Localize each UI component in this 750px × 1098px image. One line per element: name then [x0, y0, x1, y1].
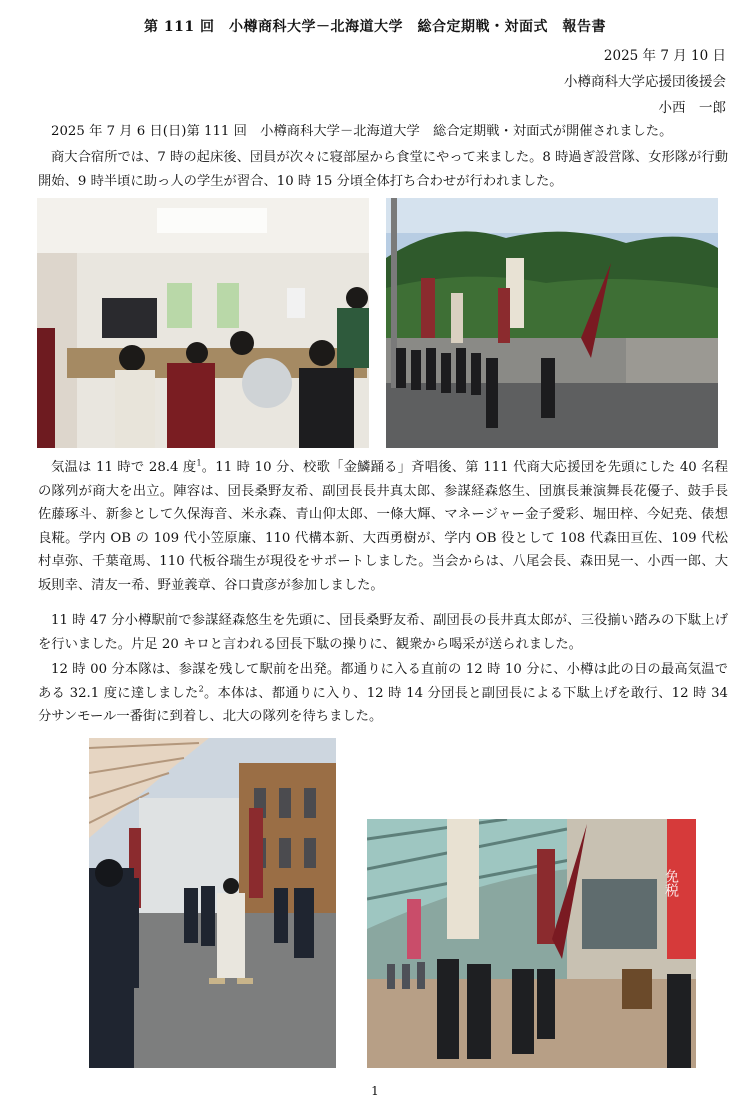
paragraph-departure — [38, 456, 728, 597]
photo-dining-room — [37, 198, 369, 448]
paragraph-morning: 商大合宿所では、7 時の起床後、団員が次々に寝部屋から食堂にやって来ました。8 時過ぎ設営隊、女形隊が行動開始、9 時半頃に助っ人の学生が習合、10 時 15 分頃全体打ち合わせが行われました。 — [38, 150, 728, 189]
paragraph-arrival — [38, 658, 728, 729]
paragraph-station: 11 時 47 分小樽駅前で参謀経森悠生を先頭に、団長桑野友希、副団長の長井真太郎が、三役揃い踏みの下駄上げを行いました。片足 20 キロと言われる団長下駄の操りに、観衆から喝采が送られました。 — [38, 613, 728, 652]
paragraph-departure-pre: 気温は 11 時で 28.4 度 — [51, 460, 197, 475]
footnote-2: 2 — [198, 684, 204, 694]
footnote-1: 1 — [196, 458, 202, 468]
photo-street-parade — [386, 198, 718, 448]
paragraph-arrival-pre: 12 時 00 分本隊は、参謀を残して駅前を出発。都通りに入る直前の 12 時 10 分に、小樽は此の日の最高気温である 32.1 度に達しました — [38, 662, 728, 701]
paragraph-intro: 2025 年 7 月 6 日(日)第 111 回 小樽商科大学－北海道大学 総合定期戦・対面式が開催されました。 — [51, 124, 673, 139]
arcade-sign-text: 免税 — [663, 869, 679, 897]
report-title: 第 111 回 小樽商科大学－北海道大学 総合定期戦・対面式 報告書 — [144, 19, 606, 35]
paragraph-departure-post: 。11 時 10 分、校歌「金鱗踊る」斉唱後、第 111 代商大応援団を先頭にした 40 名程の隊列が商大を出立。陣容は、団長桑野友希、副団長長井真太郎、参謀経森悠生、団旗長兼演舞長花優子、鼓手長佐藤琢斗、新参として久保海音、米永森、青山仰太郎、一條大輝、マネージャー金子愛彩、堀田梓、今妃尭、俵想良糀。学内 OB の 109 代小笠原廉、110 代構本新、大西勇樹が、学内 OB 役として 108 代森田亘佐、109 代松村卓弥、千葉竜馬、110 代板谷瑞生が現役をサポートしました。当会からは、八尾会長、森田晃一、小西一郎、大坂則幸、清友一希、野並義章、谷口貴彦が参加しました。 — [38, 460, 729, 593]
photo-sunmall-arcade — [367, 819, 696, 1068]
report-date: 2025 年 7 月 10 日 — [603, 48, 726, 64]
page-number: 1 — [371, 1084, 379, 1098]
paragraph-arrival-post: 。本体は、都通りに入り、12 時 14 分団長と副団長による下駄上げを敢行、12 時 34 分サンモール一番街に到着し、北大の隊列を待ちました。 — [38, 685, 729, 724]
report-author: 小西 一郎 — [658, 100, 726, 116]
photo-geta-lift — [89, 738, 336, 1068]
report-organization: 小樽商科大学応援団後援会 — [564, 74, 726, 90]
